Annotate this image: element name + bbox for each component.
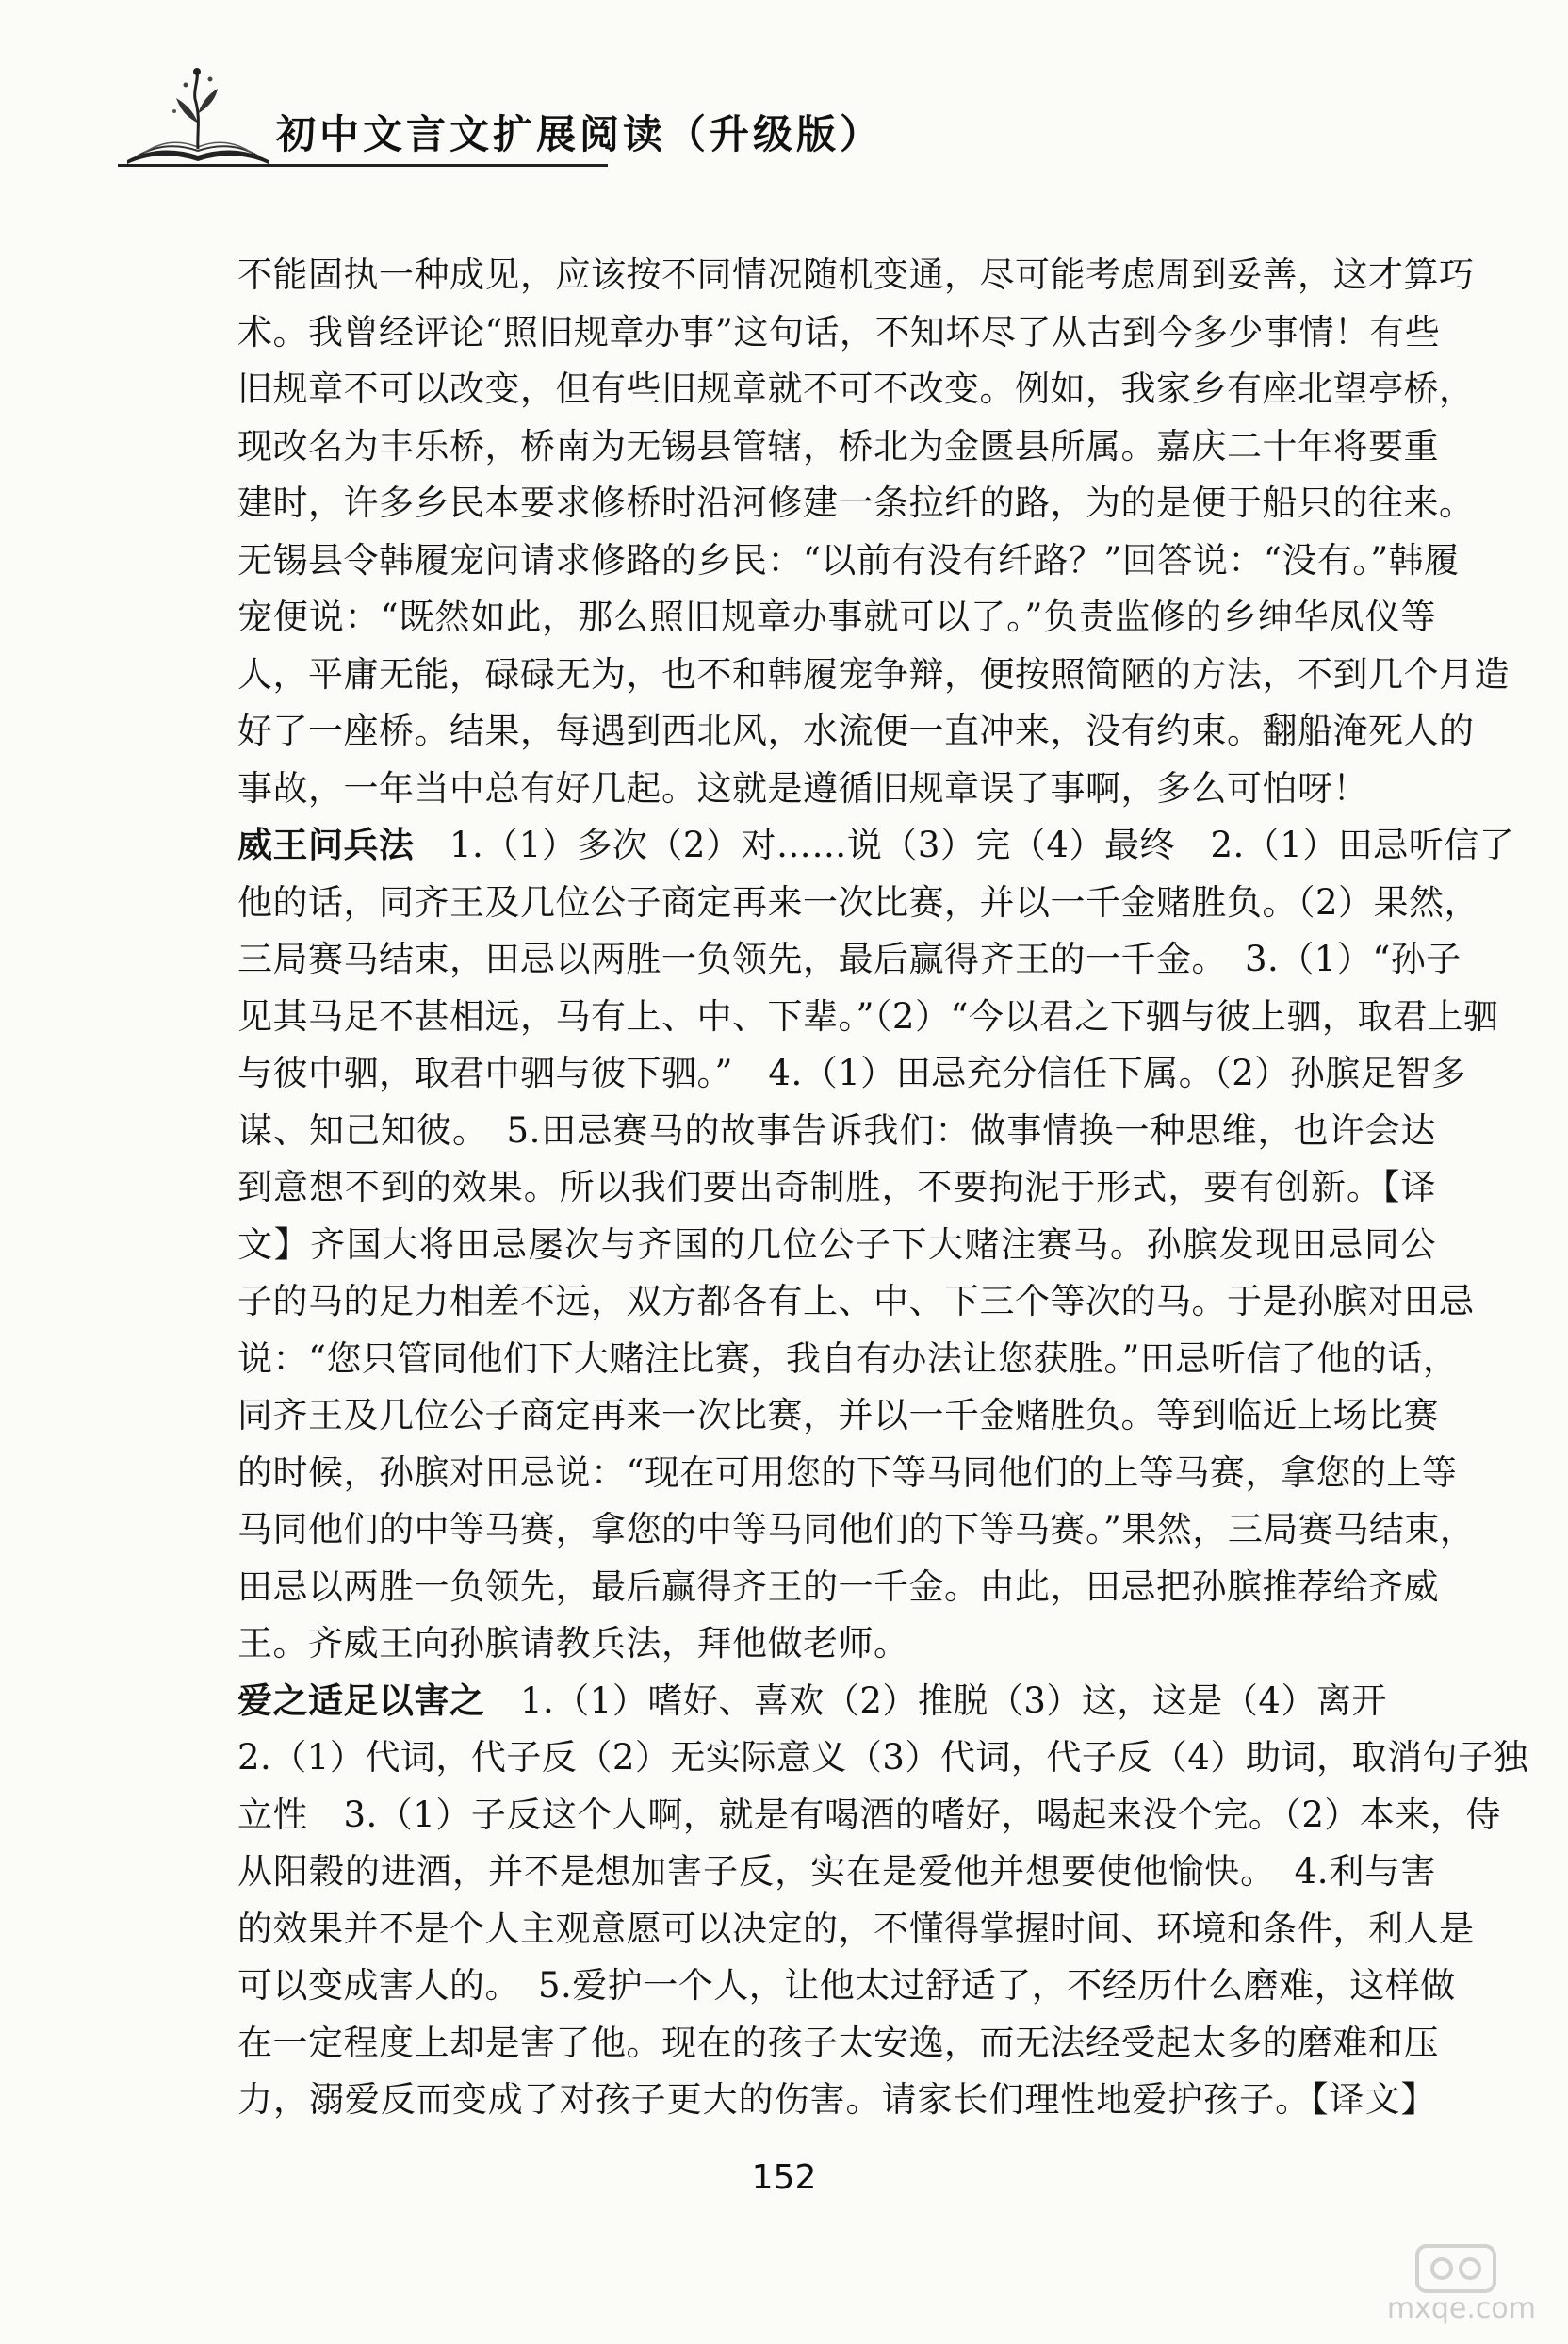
text-line: 马同他们的中等马赛，拿您的中等马同他们的下等马赛。”果然，三局赛马结束， — [237, 1509, 1476, 1549]
text-line: 立性 3.（1）子反这个人啊，就是有喝酒的嗜好，喝起来没个完。（2）本来，侍 — [237, 1794, 1501, 1835]
text-line: 同齐王及几位公子商定再来一次比赛，并以一千金赌胜负。等到临近上场比赛 — [237, 1395, 1439, 1435]
text-line: 力，溺爱反而变成了对孩子更大的伤害。请家长们理性地爱护孩子。【译文】 — [237, 2079, 1436, 2120]
text-line: 的效果并不是个人主观意愿可以决定的，不懂得掌握时间、环境和条件，利人是 — [237, 1908, 1475, 1949]
section-heading-line — [237, 1673, 1436, 1730]
section-answers: 1.（1）多次（2）对……说（3）完（4）最终 2.（1）田忌听信了 — [414, 825, 1515, 865]
text-line: 三局赛马结束，田忌以两胜一负领先，最后赢得齐王的一千金。 3.（1）“孙子 — [237, 939, 1462, 979]
text-line: 无锡县令韩履宠问请求修路的乡民：“以前有没有纤路？”回答说：“没有。”韩履 — [237, 539, 1460, 581]
text-line: 他的话，同齐王及几位公子商定再来一次比赛，并以一千金赌胜负。（2）果然， — [237, 881, 1480, 923]
text-line: 在一定程度上却是害了他。现在的孩子太安逸，而无法经受起太多的磨难和压 — [237, 2022, 1439, 2063]
section-heading-line — [237, 817, 1515, 875]
watermark-text: mxqe.com — [1386, 2292, 1536, 2325]
text-line: 建时，许多乡民本要求修桥时沿河修建一条拉纤的路，为的是便于船只的往来。 — [237, 483, 1475, 523]
text-line: 王。齐威王向孙膑请教兵法，拜他做老师。 — [237, 1623, 909, 1664]
text-line: 子的马的足力相差不远，双方都各有上、中、下三个等次的马。于是孙膑对田忌 — [237, 1281, 1475, 1321]
text-line: 不能固执一种成见，应该按不同情况随机变通，尽可能考虑周到妥善，这才算巧 — [237, 254, 1475, 295]
text-line: 说：“您只管同他们下大赌注比赛，我自有办法让您获胜。”田忌听信了他的话， — [237, 1337, 1459, 1379]
text-line: 见其马足不甚相远，马有上、中、下辈。”（2）“今以君之下驷与彼上驷，取君上驷 — [237, 995, 1499, 1037]
section-heading: 爱之适足以害之 — [237, 1680, 485, 1721]
text-line: 现改名为丰乐桥，桥南为无锡县管辖，桥北为金匮县所属。嘉庆二十年将要重 — [237, 425, 1439, 467]
site-watermark — [1319, 2240, 1536, 2325]
section-answers: 1.（1）嗜好、喜欢（2）推脱（3）这，这是（4）离开 — [484, 1680, 1387, 1721]
text-line: 术。我曾经评论“照旧规章办事”这句话，不知坏尽了从古到今多少事情！有些 — [237, 311, 1441, 352]
text-line: 谋、知己知彼。 5.田忌赛马的故事告诉我们：做事情换一种思维，也许会达 — [237, 1109, 1436, 1151]
text-line: 2.（1）代词，代子反（2）无实际意义（3）代词，代子反（4）助词，取消句子独 — [237, 1737, 1528, 1778]
answer-text-body — [237, 247, 1528, 2129]
text-line: 人，平庸无能，碌碌无为，也不和韩履宠争辩，便按照简陋的方法，不到几个月造 — [237, 653, 1510, 695]
header-rule — [118, 164, 608, 167]
text-line: 田忌以两胜一负领先，最后赢得齐王的一千金。由此，田忌把孙膑推荐给齐威 — [237, 1565, 1439, 1607]
text-line: 文】齐国大将田忌屡次与齐国的几位公子下大赌注赛马。孙膑发现田忌同公 — [237, 1223, 1436, 1265]
text-line: 到意想不到的效果。所以我们要出奇制胜，不要拘泥于形式，要有创新。【译 — [237, 1167, 1436, 1207]
text-line: 宠便说：“既然如此，那么照旧规章办事就可以了。”负责监修的乡绅华凤仪等 — [237, 597, 1436, 637]
text-line: 旧规章不可以改变，但有些旧规章就不可不改变。例如，我家乡有座北望亭桥， — [237, 369, 1475, 409]
page-number: 152 — [751, 2158, 817, 2197]
text-line: 从阳榖的进酒，并不是想加害子反，实在是爱他并想要使他愉快。 4.利与害 — [237, 1851, 1436, 1892]
book-title: 初中文言文扩展阅读（升级版） — [276, 111, 884, 157]
text-line: 好了一座桥。结果，每遇到西北风，水流便一直冲来，没有约束。翻船淹死人的 — [237, 711, 1475, 751]
text-line: 的时候，孙膑对田忌说：“现在可用您的下等马同他们的上等马赛，拿您的上等 — [237, 1451, 1458, 1493]
watermark-badge-icon — [1413, 2240, 1498, 2297]
text-line: 事故，一年当中总有好几起。这就是遵循旧规章误了事啊，多么可怕呀！ — [237, 767, 1368, 809]
section-heading: 威王问兵法 — [237, 825, 415, 865]
text-line: 与彼中驷，取君中驷与彼下驷。” 4.（1）田忌充分信任下属。（2）孙膑足智多 — [237, 1053, 1467, 1093]
text-line: 可以变成害人的。 5.爱护一个人，让他太过舒适了，不经历什么磨难，这样做 — [237, 1965, 1456, 2006]
running-header — [118, 66, 884, 170]
open-book-logo-icon — [118, 66, 278, 170]
